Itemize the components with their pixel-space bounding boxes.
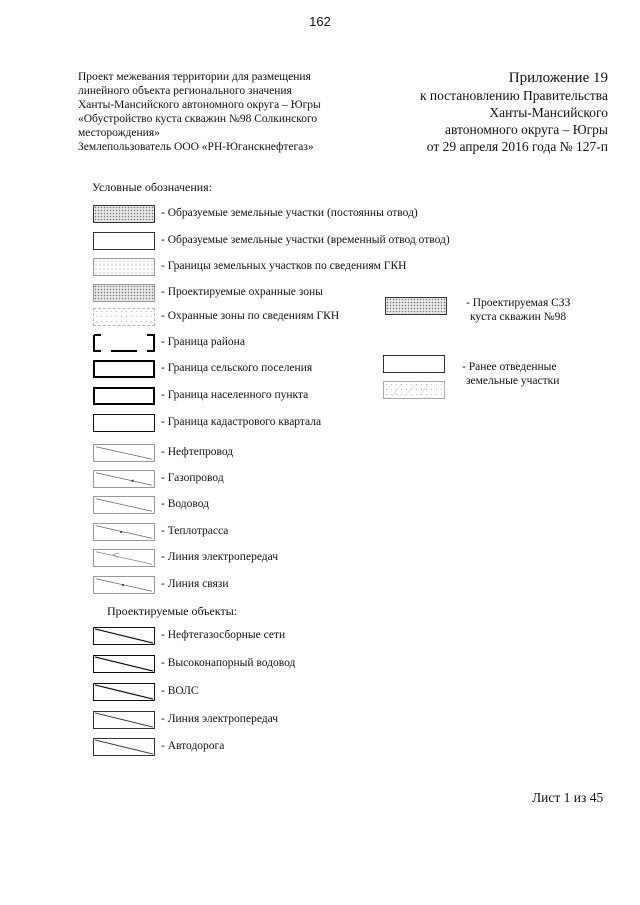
- legend-label: - Газопровод: [161, 472, 224, 484]
- sheet-info: Лист 1 из 45: [532, 790, 604, 805]
- header-left-line: Ханты-Мансийского автономного округа – Югры: [78, 99, 321, 111]
- road-symbol: [93, 738, 155, 756]
- water-pipeline-symbol: [93, 496, 155, 514]
- oil-gas-gathering-symbol: [93, 627, 155, 645]
- page-number: 162: [309, 14, 331, 29]
- legend-label: - Граница сельского поселения: [161, 362, 313, 374]
- legend-label: - Высоконапорный водовод: [161, 657, 296, 669]
- legend-label: - Линия электропередач: [161, 713, 279, 725]
- district-boundary-symbol: [93, 334, 155, 352]
- heat-pipeline-symbol: [93, 523, 155, 541]
- fiber-optic-line-symbol: [93, 683, 155, 701]
- projected-szz-symbol: [385, 297, 447, 315]
- permanent-plot-symbol: [93, 205, 155, 223]
- header-left-line: «Обустройство куста скважин №98 Солкинского: [78, 113, 318, 125]
- header-left-line: линейного объекта регионального значения: [78, 85, 292, 97]
- legend-label: - Нефтепровод: [161, 446, 234, 458]
- header-left-block: [78, 70, 368, 154]
- legend-label: - Теплотрасса: [161, 525, 229, 537]
- legend-label: - Нефтегазосборные сети: [161, 629, 286, 641]
- side-legend-label: - Проектируемая СЗЗ куста скважин №98: [466, 297, 571, 323]
- header-right-line: автономного округа – Югры: [445, 122, 608, 137]
- communication-line-symbol: [93, 576, 155, 594]
- previously-allotted-symbol: [383, 355, 445, 373]
- legend-label: - Границы земельных участков по сведениям ГКН: [161, 260, 407, 272]
- projected-objects-title: Проектируемые объекты:: [107, 604, 238, 618]
- power-line-symbol: [93, 549, 155, 567]
- header-left-line: месторождения»: [78, 127, 160, 139]
- settlement-boundary-symbol: [93, 387, 155, 405]
- projected-protection-zone-symbol: [93, 284, 155, 302]
- legend-label: - Проектируемые охранные зоны: [161, 286, 323, 298]
- header-left-line: Проект межевания территории для размещения: [78, 71, 311, 83]
- cadastral-quarter-boundary-symbol: [93, 414, 155, 432]
- rural-settlement-boundary-symbol: [93, 360, 155, 378]
- gkn-boundary-symbol: [93, 258, 155, 276]
- header-right-line: к постановлению Правительства: [419, 88, 608, 103]
- header-left-line: Землепользователь ООО «РН-Юганскнефтегаз»: [78, 141, 314, 153]
- legend-label: - Охранные зоны по сведениям ГКН: [161, 310, 340, 322]
- legend-label: - Линия связи: [161, 578, 229, 590]
- legend-label: - Линия электропередач: [161, 551, 279, 563]
- legend-label: - Граница населенного пункта: [161, 389, 309, 401]
- legend-label: - Образуемые земельные участки (постоянны отвод): [161, 207, 418, 219]
- legend-label: - Водовод: [161, 498, 210, 510]
- header-right-line: Ханты-Мансийского: [489, 105, 608, 120]
- legend-label: - Граница района: [161, 336, 245, 348]
- high-pressure-water-symbol: [93, 655, 155, 673]
- projected-power-line-symbol: [93, 711, 155, 729]
- side-legend-label: - Ранее отведенные земельные участки: [462, 361, 560, 387]
- legend-title: Условные обозначения:: [92, 180, 213, 194]
- gas-pipeline-symbol: [93, 470, 155, 488]
- header-right-line: от 29 апреля 2016 года № 127-п: [426, 139, 608, 154]
- legend-label: - Образуемые земельные участки (временный отвод отвод): [161, 234, 450, 246]
- legend-label: - Граница кадастрового квартала: [161, 416, 322, 428]
- header-right-block: [370, 70, 608, 155]
- temporary-plot-symbol: [93, 232, 155, 250]
- previously-allotted-hatched-symbol: [383, 381, 445, 399]
- legend-label: - Автодорога: [161, 740, 225, 752]
- appendix-title: Приложение 19: [508, 70, 608, 86]
- oil-pipeline-symbol: [93, 444, 155, 462]
- gkn-protection-zone-symbol: [93, 308, 155, 326]
- legend-label: - ВОЛС: [161, 685, 199, 697]
